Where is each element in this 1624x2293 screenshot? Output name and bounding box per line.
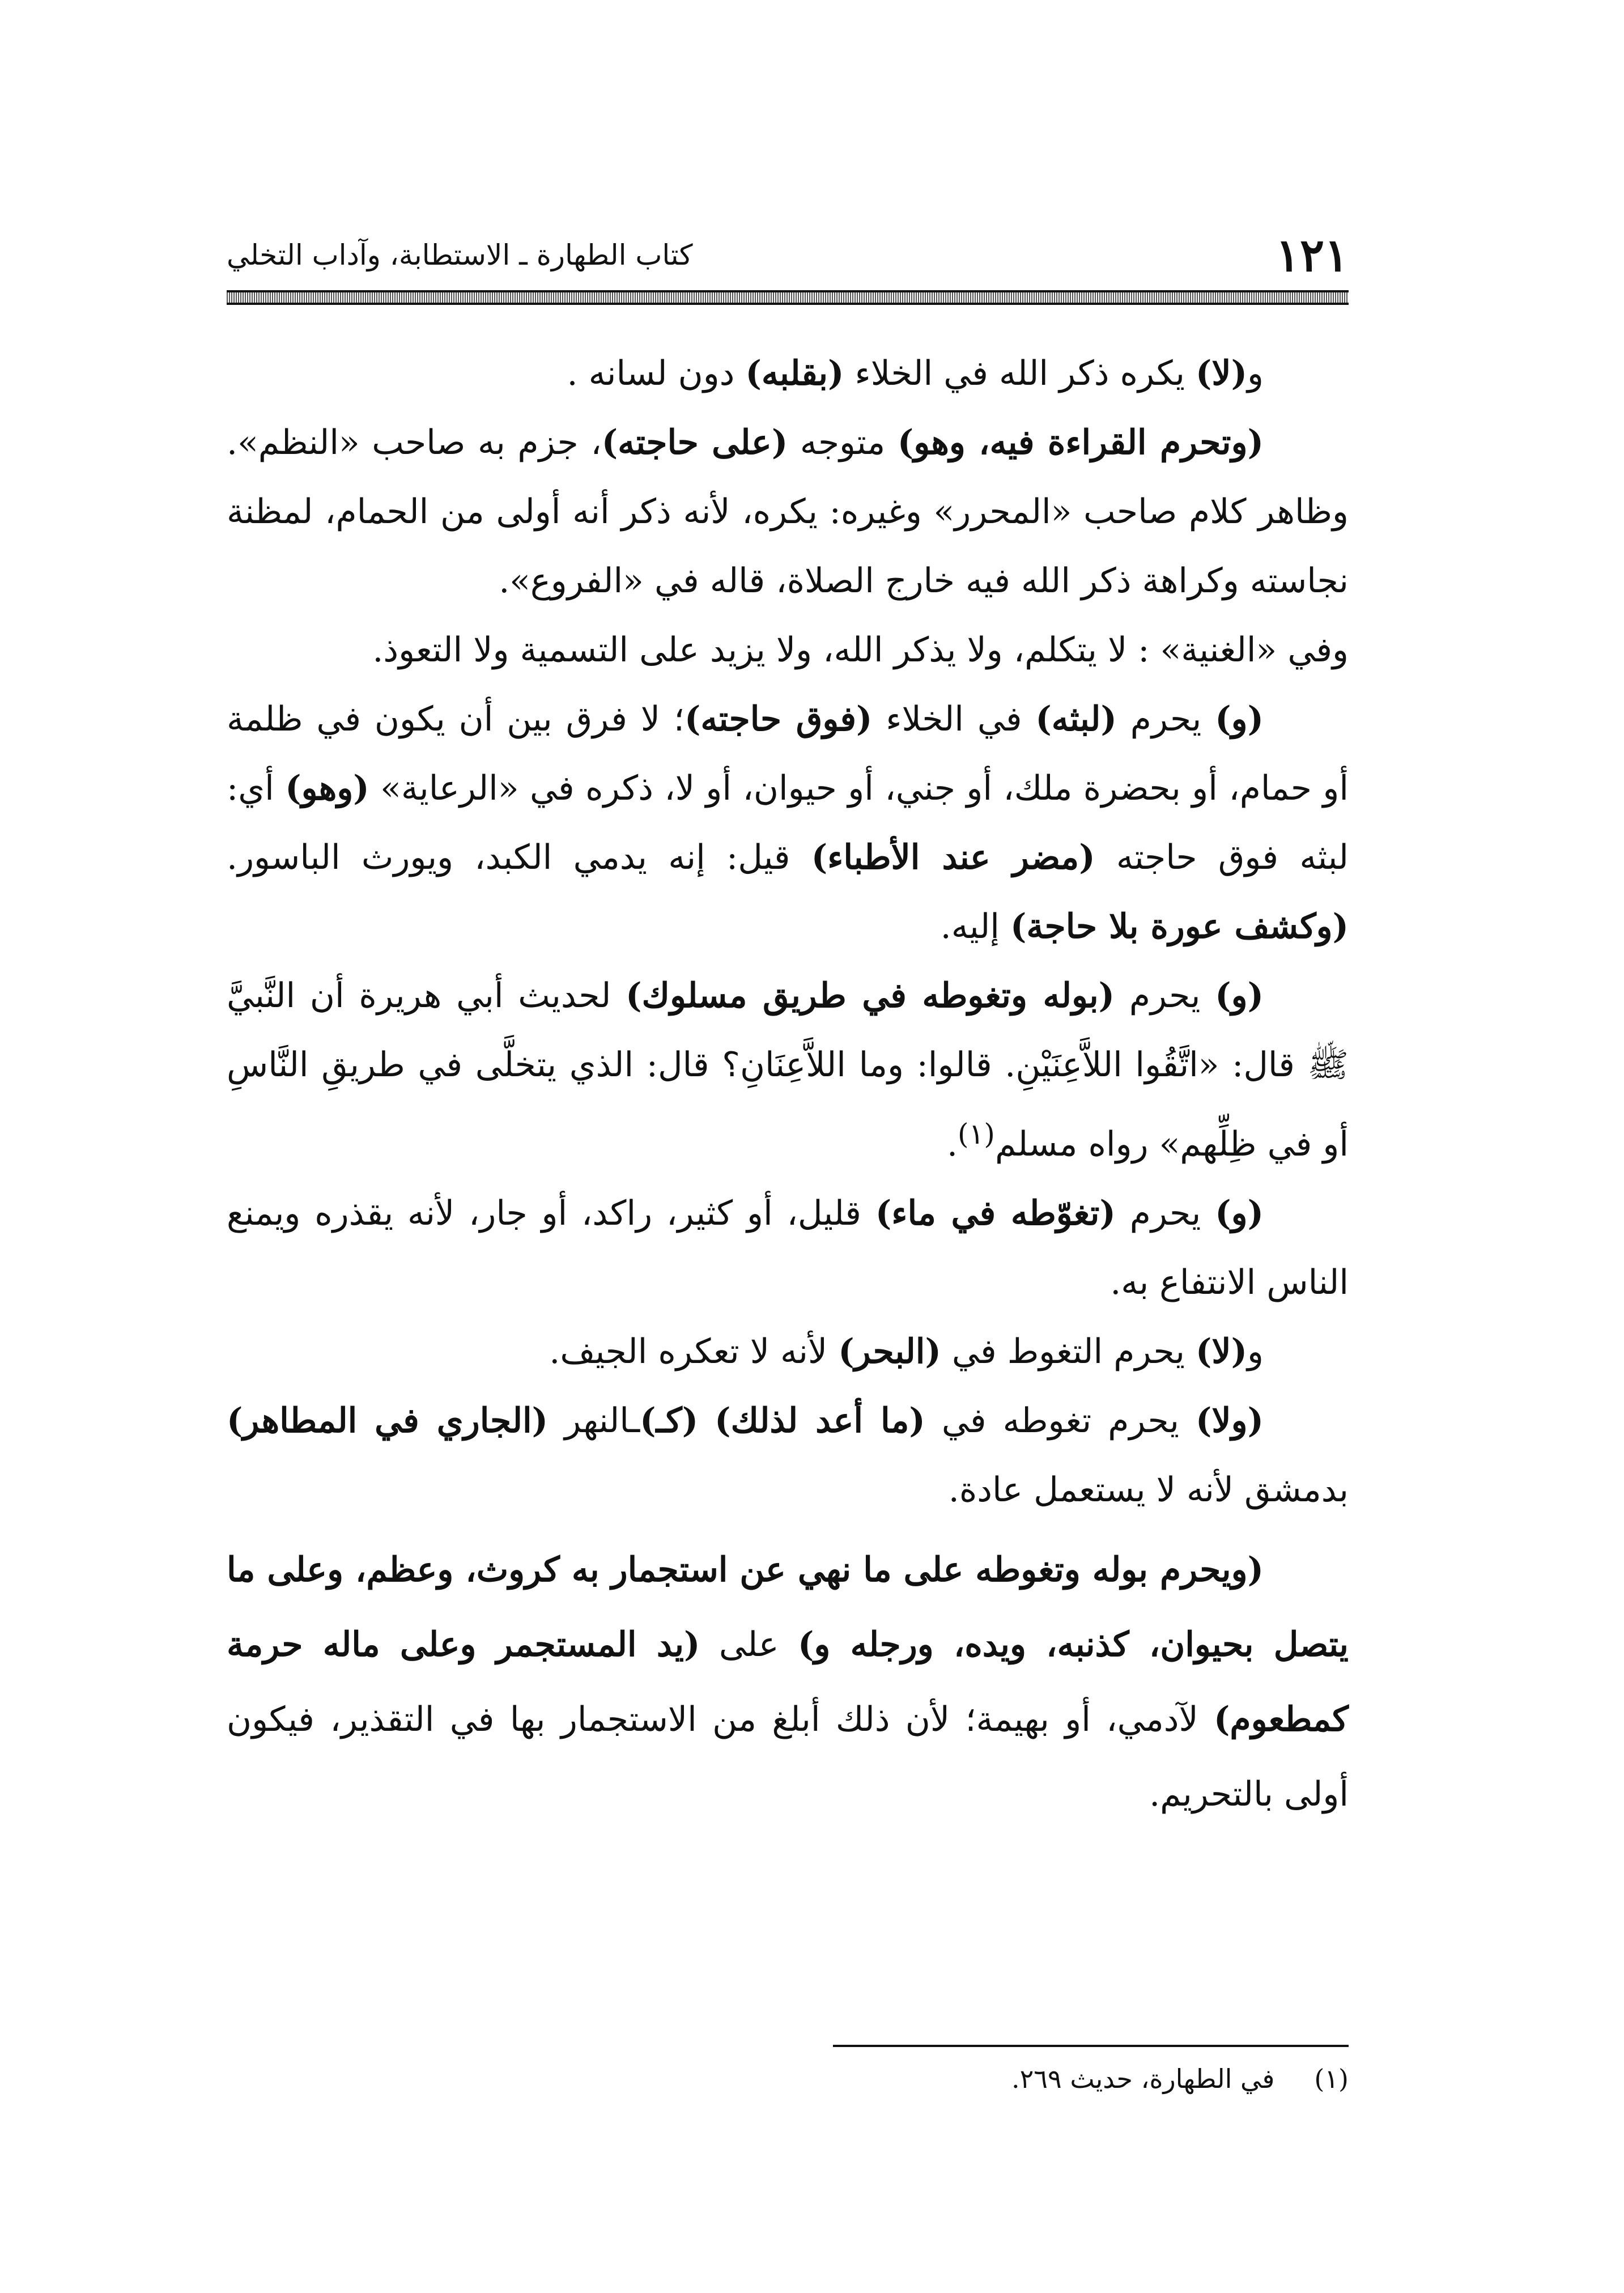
footnote-text: في الطهارة، حديث ٢٦٩. — [1011, 2063, 1275, 2094]
running-header — [227, 224, 1349, 286]
bold-run: (يد المستجمر وعلى ماله حرمة كمطعوم) — [227, 1625, 1349, 1739]
footnote-reference: (١) — [958, 1118, 995, 1150]
bold-run: (البحر) — [838, 1332, 941, 1371]
text-run: يحرم تغوطه في — [925, 1401, 1196, 1441]
text-run: وفي «الغنية» : لا يتكلم، ولا يذكر الله، ولا يزيد على التسمية ولا التعوذ. — [372, 630, 1349, 670]
text-run: دون لسانه . — [567, 354, 746, 393]
bold-run: (تغوّطه في ماء) — [875, 1194, 1116, 1233]
text-run: يكره ذكر الله في الخلاء — [844, 354, 1196, 393]
page-number: ١٢١ — [1276, 228, 1349, 282]
text-run: في الخلاء — [872, 699, 1036, 739]
text-run: إليه. — [940, 907, 1011, 946]
text-run: على — [700, 1625, 798, 1664]
text-run: و — [1247, 1332, 1264, 1371]
text-run: . — [946, 1124, 958, 1164]
bold-run: (بوله وتغوطه في طريق مسلوك) — [626, 976, 1115, 1016]
bold-run: (الجاري في المطاهر) — [227, 1401, 549, 1441]
footnote-mark: (١) — [1314, 2063, 1349, 2094]
bold-run: (و) — [1215, 1194, 1264, 1233]
text-run: ـالنهر — [548, 1401, 640, 1441]
text-run: ، جزم به صاحب «النظم». وظاهر كلام صاحب «المحرر» وغيره: يكره، لأنه ذكر أنه أولى من الحمام، لمظنة نجاسته وكراهة ذكر الله فيه خارج الصلاة، قاله في «الفروع». — [227, 423, 1349, 601]
bold-run: (على حاجته) — [601, 423, 788, 462]
bold-run: (بقلبه) — [745, 354, 844, 393]
paragraph-8 — [227, 1386, 1349, 1525]
paragraph-9 — [227, 1532, 1349, 1832]
text-run: ؛ لا فرق بين أن يكون في ظلمة أو حمام، أو بحضرة ملك، أو جني، أو حيوان، أو لا، ذكره في «الرعاية» — [227, 699, 1349, 808]
text-run: بدمشق لأنه لا يستعمل عادة. — [948, 1470, 1349, 1510]
text-run: و — [1247, 354, 1264, 393]
header-title: كتاب الطهارة ـ الاستطابة، وآداب التخلي — [227, 239, 693, 271]
paragraph-7 — [227, 1317, 1349, 1386]
text-run: يحرم — [1116, 699, 1215, 739]
text-run: متوجه — [788, 423, 898, 462]
paragraph-1 — [227, 339, 1349, 408]
paragraph-6 — [227, 1179, 1349, 1317]
text-run: لأنه لا تعكره الجيف. — [549, 1332, 839, 1371]
bold-run: (و) — [1215, 976, 1264, 1016]
footnote-rule — [833, 2045, 1349, 2047]
paragraph-4 — [227, 685, 1349, 961]
bold-run: (وكشف عورة بلا حاجة) — [1010, 907, 1349, 946]
text-run: لحديث أبي هريرة أن النَّبيَّ ﷺ قال: «اتَّقُوا اللاَّعِنَيْنِ. قالوا: وما اللاَّعِنَانِ؟ قال: الذي يتخلَّى في طريقِ النَّاسِ أو في ظِلِّهم» رواه مسلم — [227, 976, 1349, 1164]
bold-run: (ويحرم بوله وتغوطه على ما نهي عن استجمار به كروث، وعظم، وعلى ما يتصل بحيوان، كذنبه، ويده، ورجله و) — [227, 1550, 1349, 1664]
paragraph-5 — [227, 961, 1349, 1179]
bold-run: (كـ) — [640, 1401, 699, 1441]
text-run: يحرم التغوط في — [941, 1332, 1196, 1371]
bold-run: (وتحرم القراءة فيه، وهو) — [897, 423, 1264, 462]
bold-run: (وهو) — [285, 768, 369, 808]
body-text — [227, 339, 1349, 1832]
paragraph-2 — [227, 408, 1349, 615]
bold-run: (و) — [1215, 699, 1264, 739]
text-run: قيل: إنه يدمي الكبد، ويورث الباسور. — [227, 838, 811, 877]
bold-run: (ولا) — [1196, 1401, 1264, 1441]
text-run: قليل، أو كثير، راكد، أو جار، لأنه يقذره ويمنع الناس الانتفاع به. — [227, 1194, 1349, 1302]
text-run: يحرم — [1115, 976, 1215, 1016]
bold-run: (لبثه) — [1035, 699, 1117, 739]
bold-run: (مضر عند الأطباء) — [811, 838, 1095, 877]
paragraph-3 — [227, 615, 1349, 685]
bold-run: (ما أعد لذلك) — [715, 1401, 925, 1441]
header-rule — [227, 290, 1349, 305]
bold-run: (لا) — [1196, 354, 1248, 393]
text-run: يحرم — [1115, 1194, 1215, 1233]
bold-run: (لا) — [1196, 1332, 1248, 1371]
footnote — [227, 2056, 1349, 2101]
text-run — [698, 1401, 715, 1441]
text-run: لآدمي، أو بهيمة؛ لأن ذلك أبلغ من الاستجمار بها في التقذير، فيكون أولى بالتحريم. — [227, 1700, 1349, 1814]
bold-run: (فوق حاجته) — [684, 699, 873, 739]
text-run: أي: لبثه فوق حاجته — [227, 768, 1349, 877]
